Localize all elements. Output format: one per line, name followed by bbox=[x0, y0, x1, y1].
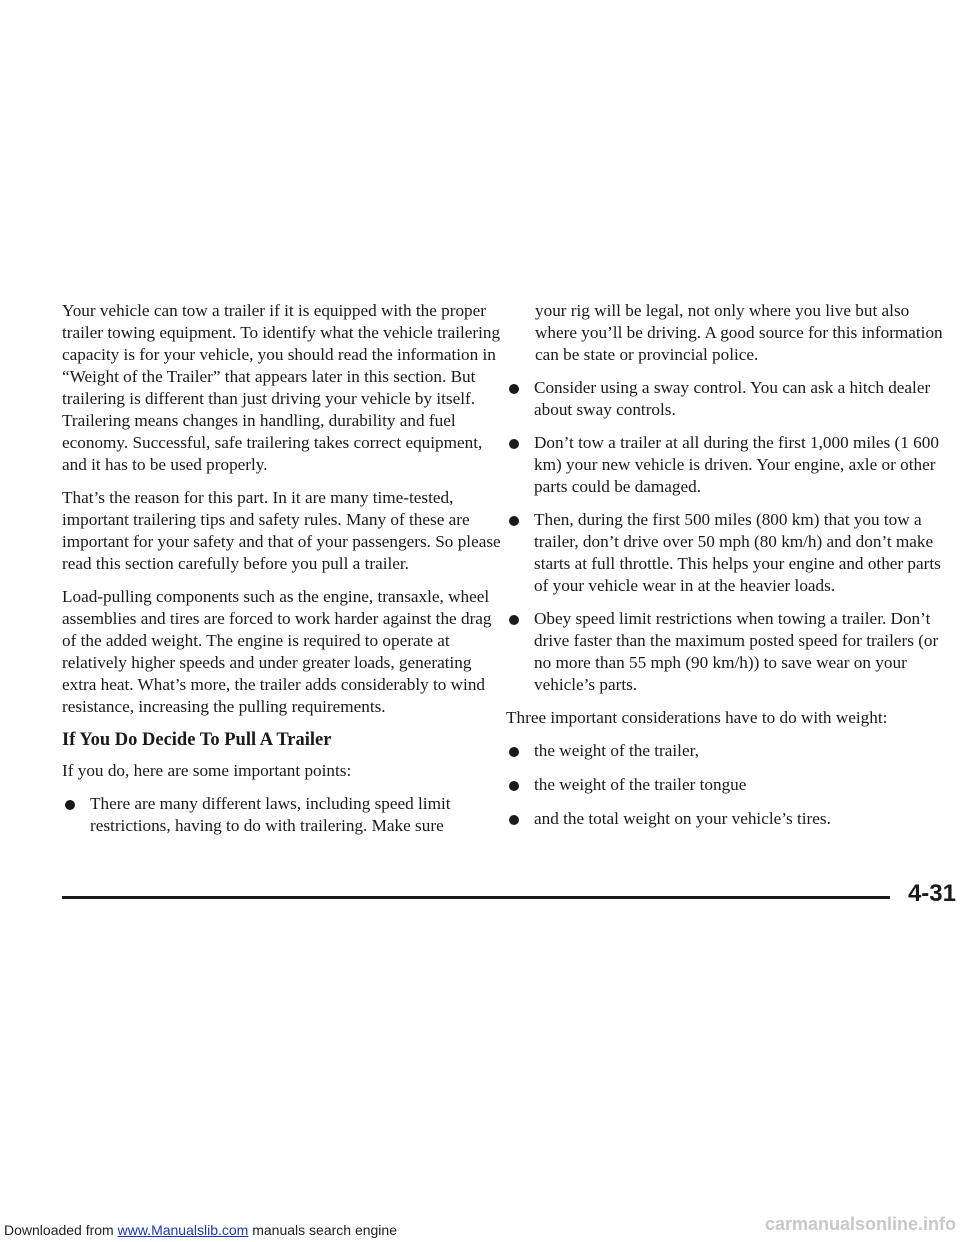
list-item-text: and the total weight on your vehicle’s tires. bbox=[534, 809, 831, 828]
points-list bbox=[62, 793, 510, 837]
list-item-text: the weight of the trailer tongue bbox=[534, 775, 747, 794]
bullet-icon bbox=[509, 516, 519, 526]
points-list-continued bbox=[534, 377, 954, 696]
left-column bbox=[62, 300, 510, 848]
list-item-text: the weight of the trailer, bbox=[534, 741, 699, 760]
list-item bbox=[506, 774, 954, 796]
page-rule bbox=[62, 896, 890, 899]
weights-list bbox=[534, 740, 954, 830]
list-item-text: Consider using a sway control. You can ask a hitch dealer about sway controls. bbox=[534, 378, 931, 419]
footer-prefix: Downloaded from bbox=[4, 1222, 118, 1238]
footer-suffix: manuals search engine bbox=[248, 1222, 397, 1238]
weights-intro: Three important considerations have to do with weight: bbox=[506, 708, 888, 727]
reason-paragraph: That’s the reason for this part. In it are many time-tested, important trailering tips and safety rules. Many of these are important for your safety and that of your passengers. So please read this section carefully before you pull a trailer. bbox=[62, 488, 501, 573]
bullet-icon bbox=[65, 800, 75, 810]
list-item-text: There are many different laws, including speed limit restrictions, having to do with trailering. Make sure bbox=[90, 794, 451, 835]
right-column bbox=[506, 300, 954, 842]
section-heading: If You Do Decide To Pull A Trailer bbox=[62, 730, 332, 750]
list-item-text: Don’t tow a trailer at all during the first 1,000 miles (1 600 km) your new vehicle is driven. Your engine, axle or other parts could be damaged. bbox=[534, 433, 939, 496]
load-paragraph: Load-pulling components such as the engine, transaxle, wheel assemblies and tires are forced to work harder against the drag of the added weight. The engine is required to operate at relatively higher speeds and under greater loads, generating extra heat. What’s more, the trailer adds considerably to wind resistance, increasing the pulling requirements. bbox=[62, 587, 492, 716]
list-item bbox=[506, 377, 954, 421]
continued-text: your rig will be legal, not only where you live but also where you’ll be driving. A good source for this information can be state or provincial police. bbox=[535, 301, 943, 364]
list-item bbox=[506, 808, 954, 830]
manualslib-link[interactable]: www.Manualslib.com bbox=[117, 1222, 249, 1238]
list-item bbox=[506, 432, 954, 498]
list-item-text: Obey speed limit restrictions when towing a trailer. Don’t drive faster than the maximum posted speed for trailers (or no more than 55 mph (90 km/h)) to save wear on your vehicle’s parts. bbox=[534, 609, 939, 694]
list-item-text: Then, during the first 500 miles (800 km) that you tow a trailer, don’t drive over 50 mph (80 km/h) and don’t make starts at full throttle. This helps your engine and other parts of your vehicle wear in at the heavier loads. bbox=[534, 510, 941, 595]
page-number: 4-31 bbox=[907, 880, 956, 907]
bullet-icon bbox=[509, 439, 519, 449]
lead-in-text: If you do, here are some important points: bbox=[62, 761, 352, 780]
list-item bbox=[506, 509, 954, 597]
bullet-icon bbox=[509, 815, 519, 825]
list-item bbox=[62, 793, 510, 837]
watermark: carmanualsonline.info bbox=[764, 1214, 956, 1234]
list-item bbox=[506, 740, 954, 762]
bullet-icon bbox=[509, 781, 519, 791]
bullet-icon bbox=[509, 384, 519, 394]
list-item bbox=[506, 608, 954, 696]
bullet-icon bbox=[509, 747, 519, 757]
download-footer bbox=[4, 1222, 397, 1238]
bullet-icon bbox=[509, 615, 519, 625]
intro-paragraph: Your vehicle can tow a trailer if it is equipped with the proper trailer towing equipment. To identify what the vehicle trailering capacity is for your vehicle, you should read the information in “Weight of the Trailer” that appears later in this section. But trailering is different than just driving your vehicle by itself. Trailering means changes in handling, durability and fuel economy. Successful, safe trailering takes correct equipment, and it has to be used properly. bbox=[62, 301, 501, 474]
